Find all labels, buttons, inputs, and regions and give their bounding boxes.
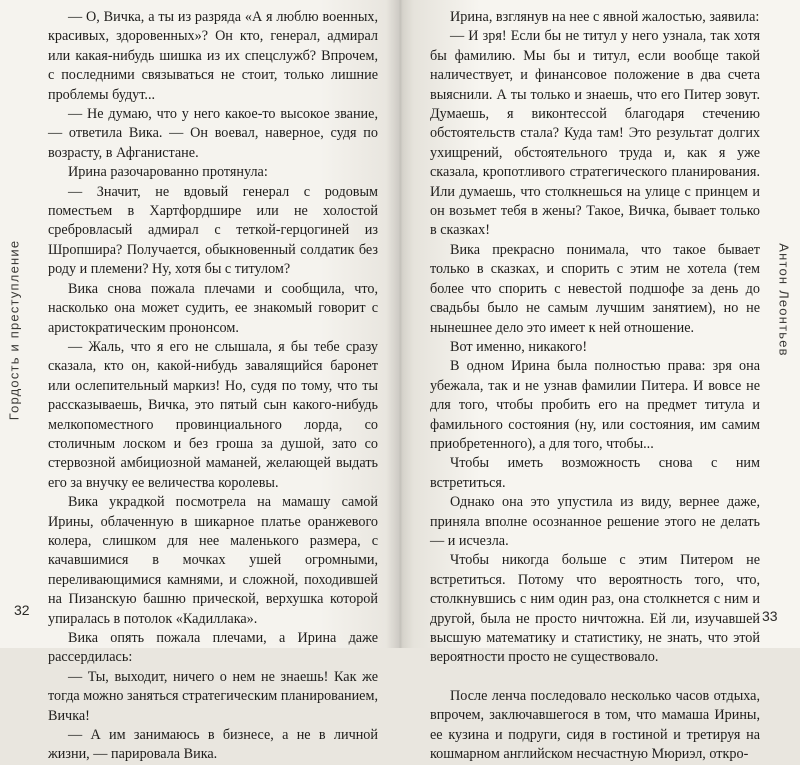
paragraph: Вика опять пожала плечами, а Ирина даже рассердилась: [48, 630, 378, 666]
paragraph: Чтобы иметь возможность снова с ним встретиться. [430, 455, 760, 491]
paragraph: — О, Вичка, а ты из разряда «А я люблю военных, красивых, здоровенных»? Он кто, генерал, адмирал или какая-нибудь шишка из их спецслужб? Впрочем, с последними связываться не стоит, только лишние проблемы будут... [48, 9, 378, 103]
right-page-text [430, 8, 760, 764]
paragraph: Чтобы никогда больше с этим Питером не встретиться. Потому что вероятность того, что, столкнувшись с ним один раз, она столкнется с ним и другой, была не просто ничтожна. Ей ли, изучавшей высшую математику и статистику, не знать, что этой вероятности просто не существовало. [430, 552, 760, 666]
paragraph: — Не думаю, что у него какое-то высокое звание, — ответила Вика. — Он воевал, наверное, судя по возрасту, в Афганистане. [48, 106, 378, 161]
paragraph: После ленча последовало несколько часов отдыха, впрочем, заключавшегося в том, что мамаша Ирины, ее кузина и подруги, сидя в гостиной и третируя на кошмарном английском несчастную Мюриэл, откро- [430, 687, 760, 763]
paragraph: Однако она это упустила из виду, вернее даже, приняла вполне осознанное решение этого не делать — и исчезла. [430, 494, 760, 549]
paragraph: Вот именно, никакого! [450, 338, 588, 355]
left-page-text [48, 8, 378, 765]
paragraph: Ирина разочарованно протянула: [68, 164, 268, 181]
page-number: 32 [14, 602, 30, 618]
right-page [400, 0, 800, 763]
paragraph: Ирина, взглянув на нее с явной жалостью, заявила: [450, 9, 760, 25]
book-gutter [386, 0, 414, 648]
paragraph: — Значит, не вдовый генерал с родовым поместьем в Хартфордшире или не холостой сребровласый адмирал с теткой-герцогиней из Шропшира? Получается, обыкновенный солдатик без роду и племени? Ну, хотя бы с титулом? [48, 183, 378, 278]
paragraph: Вика прекрасно понимала, что такое бывает только в сказках, и спорить с этим не хотела (тем более что спорить с невестой подшофе за день до свадьбы было не самым лучшим занятием), но не нынешнее дело это имеет к ней отношение. [430, 241, 760, 336]
paragraph: — И зря! Если бы не титул у него узнала, так хотя бы фамилию. Мы бы и титул, если вообще такой наличествует, и финансовое положение в два счета выяснили. А ты только и знаешь, что его Питер зовут. Думаешь, я виконтессой благодаря стечению обстоятельств стала? Куда там! Это результат долгих ухищрений, обстоятельного труда и, как я уже сказала, кропотливого стратегического планирования. Или думаешь, что столкнешься на улице с принцем и он возьмет тебя в жены? Такое, Вичка, бывает только в сказках! [430, 28, 760, 239]
paragraph: — Жаль, что я его не слышала, я бы тебе сразу сказала, кто он, какой-нибудь завалящийся баронет или ослепительный маркиз! Но, судя по тому, что ты рассказываешь, Вичка, это пятый сын какого-нибудь мелкопоместного провинциального лорда, со столичным лоском и без гроша за душой, зато со стервозной амбициозной маманей, желающей выдать его за внучку ее величества королевы. [48, 338, 378, 491]
page-number: 33 [762, 608, 778, 624]
left-running-head: Гордость и преступление [6, 239, 22, 421]
paragraph: Вика украдкой посмотрела на мамашу самой Ирины, облаченную в шикарное платье оранжевого колера, слишком для нее маленького размера, с качавшимися в мочках ушей огромными, переливающимися камнями, и сложной, походившей на Пизанскую башню прической, верхушка которой упиралась в потолок «Кадиллака». [48, 494, 378, 627]
paragraph: — Ты, выходит, ничего о нем не знаешь! Как же тогда можно заняться стратегическим планированием, Вичка! [48, 668, 378, 724]
paragraph: Вика снова пожала плечами и сообщила, что, насколько она может судить, ее знакомый говорит с аристократическим прононсом. [48, 280, 378, 336]
left-page [0, 0, 400, 763]
right-running-head: Антон Леонтьев [776, 243, 792, 357]
paragraph: — А им занимаюсь в бизнесе, а не в личной жизни, — парировала Вика. [48, 727, 378, 763]
paragraph: В одном Ирина была полностью права: зря она убежала, так и не узнав фамилии Питера. И вовсе не для того, чтобы пробить его на предмет титула и фамильного состояния (ну, или состояния, им самим приобретенного), а для того, чтобы... [430, 358, 760, 452]
